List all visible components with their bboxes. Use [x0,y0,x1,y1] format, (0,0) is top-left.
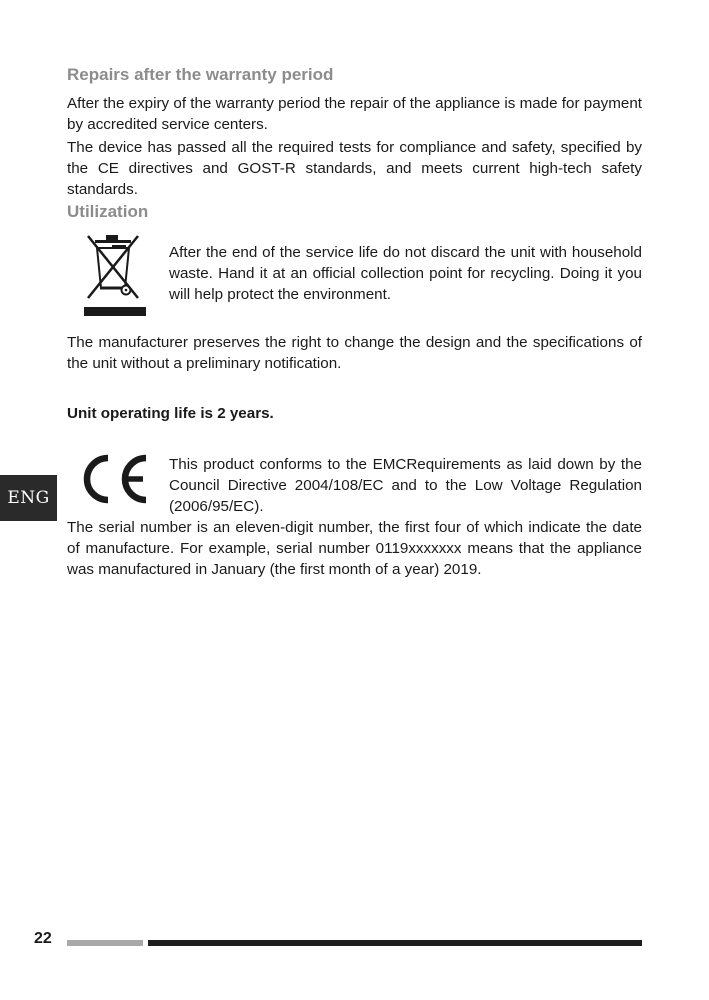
utilization-heading: Utilization [67,202,149,221]
ce-mark-icon [74,450,154,508]
repairs-paragraph-1: After the expiry of the warranty period the repair of the appliance is made for payment by accredited service centers. [67,95,642,133]
operating-life: Unit operating life is 2 years. [67,405,274,422]
repairs-heading: Repairs after the warranty period [67,65,334,84]
page-number: 22 [34,930,52,947]
manufacturer-note: The manufacturer preserves the right to change the design and the specifications of the unit without a preliminary notification. [67,334,642,372]
repairs-paragraph-2: The device has passed all the required tests for compliance and safety, specified by the CE directives and GOST-R standards, and meets current high-tech safety standards. [67,139,642,198]
footer-black-bar [148,940,642,946]
ce-text: This product conforms to the EMCRequirements as laid down by the Council Directive 2004/108/EC and to the Low Voltage Regulation (2006/95/EC). [169,456,642,515]
crossed-out-wheelie-bin-icon [82,230,148,318]
footer-grey-bar [67,940,143,946]
utilization-text: After the end of the service life do not discard the unit with household waste. Hand it at an official collection point for recycling. Doing it you will help protect the environment. [169,244,642,303]
serial-note: The serial number is an eleven-digit number, the first four of which indicate the date of manufacture. For example, serial number 0119xxxxxxx means that the appliance was manufactured in January (the first month of a year) 2019. [67,519,642,578]
language-tab: ENG [0,475,57,521]
